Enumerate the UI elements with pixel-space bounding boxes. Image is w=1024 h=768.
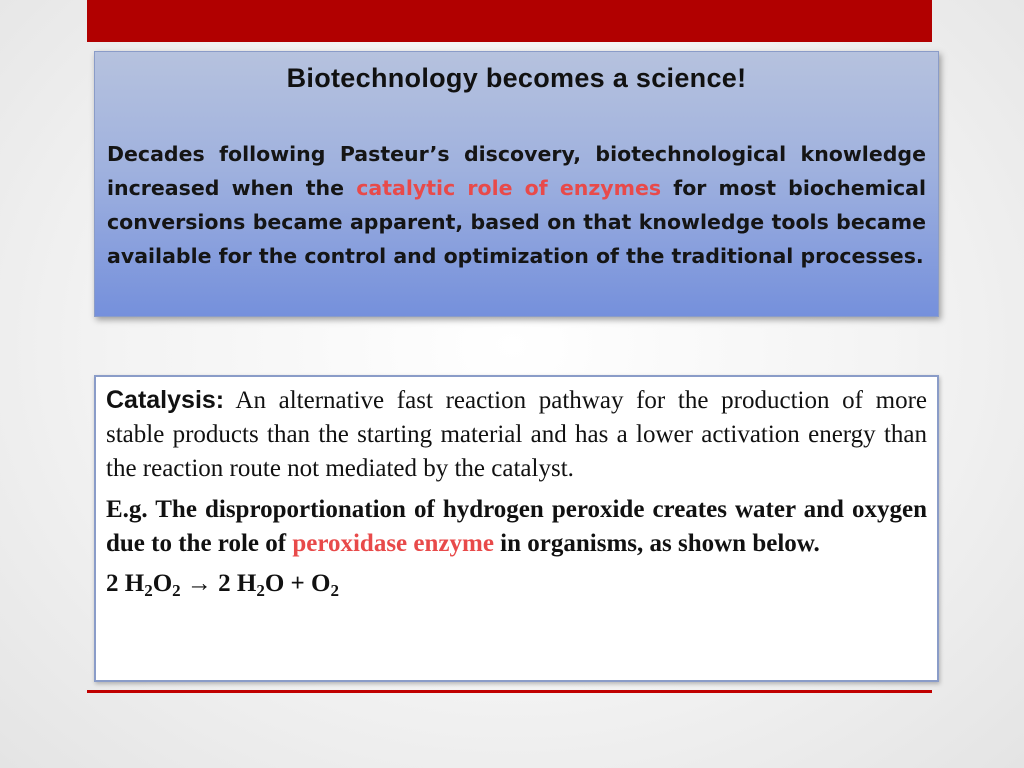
intro-paragraph — [107, 137, 926, 273]
example-text-start: E.g. The disproportionation of hydrogen peroxide creates water and oxygen due to the role of — [106, 496, 927, 557]
reaction-equation — [106, 567, 927, 601]
eq-sub: 2 — [144, 581, 153, 600]
eq-lhs-h: 2 H — [106, 570, 145, 597]
eq-sub: 2 — [256, 581, 265, 600]
catalysis-term: Catalysis: — [106, 386, 225, 414]
intro-text-end: for most biochemical conversions became apparent, based on that knowledge tools became available for the control and optimization of the traditional processes. — [107, 176, 926, 268]
eq-rhs-o: O + O — [264, 570, 331, 597]
intro-text-start: Decades following Pasteur’s discovery, biotechnological knowledge increased when the — [107, 142, 926, 200]
eq-lhs-o: O — [152, 570, 173, 597]
eq-rhs-h: 2 H — [218, 570, 257, 597]
catalysis-definition: An alternative fast reaction pathway for the production of more stable products than the starting material and has a lower activation energy than the reaction route not mediated by the catalyst. — [106, 387, 927, 482]
example-text-end: in organisms, as shown below. — [493, 530, 820, 557]
slide-title: Biotechnology becomes a science! — [286, 63, 747, 93]
intro-highlight: catalytic role of enzymes — [356, 176, 662, 200]
top-accent-bar — [87, 0, 932, 42]
example-paragraph — [106, 493, 927, 561]
eq-arrow: → — [180, 570, 219, 597]
catalysis-paragraph — [106, 383, 927, 486]
example-highlight: peroxidase enzyme — [292, 530, 494, 557]
eq-sub: 2 — [330, 581, 339, 600]
eq-sub: 2 — [172, 581, 181, 600]
bottom-accent-rule — [87, 690, 932, 693]
intro-panel — [94, 51, 939, 317]
catalysis-panel — [94, 375, 939, 682]
